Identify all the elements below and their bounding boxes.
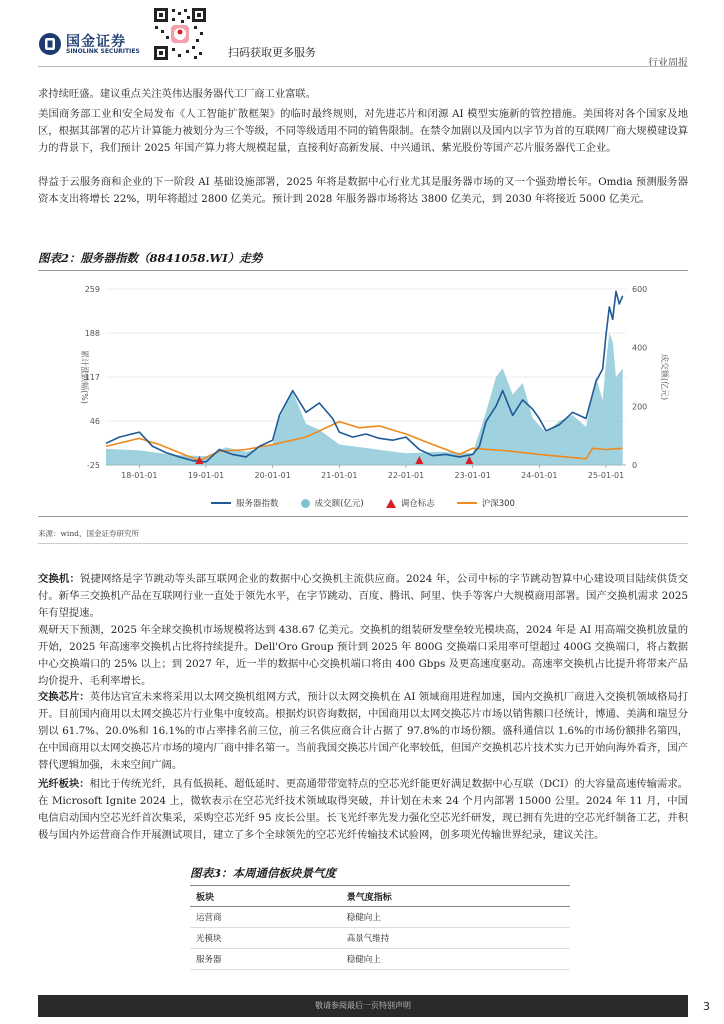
scan-text: 扫码获取更多服务 <box>228 46 316 59</box>
y-left-axis-label: 累计涨跌幅(%) <box>80 350 89 404</box>
y-left-tick-label: 117 <box>84 373 100 382</box>
table-cell: 服务器 <box>190 949 341 970</box>
x-tick-label: 24-01-01 <box>521 471 558 480</box>
series-turnover-area <box>106 333 623 465</box>
x-tick-label: 25-01-01 <box>587 471 625 480</box>
y-left-tick-label: 259 <box>84 285 100 294</box>
legend-line-icon <box>211 502 231 504</box>
sinolink-logo-icon <box>38 32 62 56</box>
switch-label: 交换机： <box>38 573 81 585</box>
table-row <box>190 928 570 949</box>
server-index-chart <box>38 273 688 495</box>
table-cell: 光模块 <box>190 928 341 949</box>
table-row <box>190 907 570 928</box>
fiber-text: 相比于传统光纤，具有低损耗、超低延时、更高通带带宽特点的空芯光纤能更好满足数据中心互联（DCI）的大容量高速传输需求。在 Microsoft Ignite 2024 上，微软表示在空芯光纤技术领域取得突破，并计划在未来 24 个月内部署 15000 公里。2024 年 11 月，中国电信启动国内空芯光纤首次集采，采购空芯光纤 95 皮长公里。长飞光纤率先发力强化空芯光纤研发，现已拥有先进的空芯光纤制备工艺，并积极与国内外运营商合作开展测试项目，建立了多个全球领先的空芯光纤传输技术试验网，创多项光传输世界纪录，建议关注。 <box>38 778 688 841</box>
fiber-label: 光纤板块： <box>38 778 90 790</box>
paragraph-fiber <box>38 776 688 844</box>
x-tick-label: 20-01-01 <box>254 471 291 480</box>
table-cell: 稳健向上 <box>341 907 570 928</box>
table-header-row <box>190 886 570 907</box>
logo-cn: 国金证券 <box>66 34 126 50</box>
footer-disclaimer: 敬请参阅最后一页特别声明 <box>315 1001 411 1010</box>
switch-text: 锐捷网络是字节跳动等头部互联网企业的数据中心交换机主流供应商。2024 年，公司中标的字节跳动智算中心建设项目陆续供货交付。新华三交换机产品在互联网行业一直处于领先水平，在字节跳动、百度、腾讯、阿里、快手等客户大规模商用部署。国产交换机需求 2025 年有望提速。 <box>38 573 689 619</box>
y-right-tick-label: 0 <box>632 461 638 470</box>
x-tick-label: 21-01-01 <box>321 471 358 480</box>
figure3-title: 图表3：本周通信板块景气度 <box>190 866 337 880</box>
paragraph-switch-chip <box>38 689 688 774</box>
switch-chip-label: 交换芯片： <box>38 691 90 703</box>
x-tick-label: 18-01-01 <box>121 471 158 480</box>
figure2-rule-top <box>38 270 688 271</box>
legend-triangle-icon <box>386 499 396 508</box>
table-row <box>190 949 570 970</box>
figure2-title: 图表2：服务器指数（8841058.WI）走势 <box>38 251 263 265</box>
y-left-tick-label: 46 <box>89 417 100 426</box>
sector-sentiment-table <box>190 885 570 970</box>
chart-legend <box>38 497 688 509</box>
column-header: 板块 <box>190 886 341 907</box>
paragraph-1: 求持续旺盛。建议重点关注英伟达服务器代工厂商工业富联。 <box>38 88 317 100</box>
legend-dot-icon <box>301 499 310 508</box>
y-right-tick-label: 200 <box>632 402 648 412</box>
company-logo <box>38 30 168 58</box>
legend-server-index: 服务器指数 <box>211 497 279 509</box>
legend-rebalance: 调仓标志 <box>386 497 435 509</box>
x-tick-label: 23-01-01 <box>454 471 491 480</box>
y-right-tick-label: 600 <box>632 285 648 294</box>
x-tick-label: 22-01-01 <box>387 471 425 480</box>
figure2-rule-bottom <box>38 516 688 517</box>
table-cell: 运营商 <box>190 907 341 928</box>
figure2-source: 来源：wind，国金证券研究所 <box>38 529 139 538</box>
y-right-tick-label: 400 <box>632 343 648 353</box>
legend-turnover: 成交额(亿元) <box>301 497 364 509</box>
legend-line-icon <box>457 502 477 504</box>
paragraph-switch <box>38 571 688 622</box>
y-left-tick-label: 188 <box>84 329 100 338</box>
page-number: 3 <box>703 1000 710 1013</box>
legend-csi300: 沪深300 <box>457 497 515 509</box>
paragraph-3: 得益于云服务商和企业的下一阶段 AI 基础设施部署，2025 年将是数据中心行业尤其是服务器市场的又一个强劲增长年。Omdia 预测服务器资本支出将增长 22%，明年将超过 2800 亿美元。预计到 2028 年服务器市场将达 3800 亿美元，到 2030 年将接近 5000 亿美元。 <box>38 176 688 205</box>
column-header: 景气度指标 <box>341 886 570 907</box>
logo-en: SINOLINK SECURITIES <box>66 48 140 55</box>
paragraph-switch-market: 观研天下预测，2025 年全球交换机市场规模将达到 438.67 亿美元。交换机的组装研发壁垒较光模块高，2024 年是 AI 用高端交换机放量的开始，2025 年高速率交换机占比将持续提升。Dell'Oro Group 预计到 2025 年 800G 交换端口采用率可望超过 400G 交换端口，将占数据中心交换端口的 25% 以上；到 2027 年，近一半的数据中心交换机端口将由 400 Gbps 及更高速度驱动。高速率交换机占比提升将带来产品均价提升、毛利率增长。 <box>38 624 688 687</box>
switch-chip-text: 英伟达官宣未来将采用以太网交换机组网方式，预计以太网交换机在 AI 领域商用进程加速，国内交换机厂商进入交换机领域格局打开。目前国内商用以太网交换芯片行业集中度较高。根据灼识咨询数据，中国商用以太网交换芯片市场以销售额口径统计，博通、美满和瑞昱分别以 61.7%、20.0%和 16.1%的市占率排名前三位，前三名供应商合计占据了 97.8%的市场份额。盛科通信以 1.6%的市场份额排名第四，在中国商用以太网交换芯片市场的境内厂商中排名第一。当前我国交换芯片国产化率较低，但国产交换机芯片技术实力已开始向海外看齐，国产替代逻辑加强，未来空间广阔。 <box>38 691 688 771</box>
qr-code-icon[interactable] <box>152 6 208 62</box>
table-cell: 高景气维持 <box>341 928 570 949</box>
x-tick-label: 19-01-01 <box>187 471 225 480</box>
section-divider <box>38 543 688 544</box>
y-left-tick-label: -25 <box>86 461 100 470</box>
report-type: 行业周报 <box>648 58 688 69</box>
header-divider <box>38 66 688 67</box>
y-right-axis-label: 成交额(亿元) <box>660 353 669 401</box>
table-cell: 稳健向上 <box>341 949 570 970</box>
paragraph-2: 美国商务部工业和安全局发布《人工智能扩散框架》的临时最终规则，对先进芯片和闭源 AI 模型实施新的管控措施。美国将对各个国家及地区，根据其部署的芯片计算能力被划分为三个等级，不同等级适用不同的销售限制。在禁令加剧以及国内以字节为首的互联网厂商大规模建设算力的背景下，我们预计 2025 年国产算力将大规模起量，直接利好高新发展、中兴通讯、紫光股份等国产芯片服务器代工企业。 <box>38 108 688 154</box>
